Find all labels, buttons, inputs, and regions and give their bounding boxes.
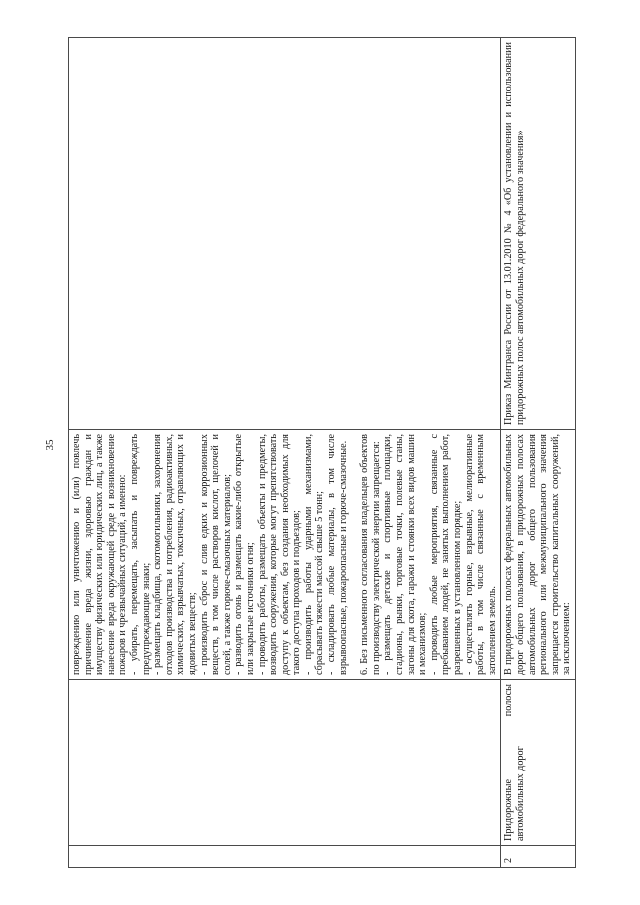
restrictions-table — [68, 37, 576, 868]
restriction-paragraph: 6. Без письменного согласования владельцев объектов по производству электрической энергии запрещается: — [359, 434, 382, 675]
page-number: 35 — [44, 439, 56, 451]
restrictions-cell — [501, 430, 576, 680]
rotated-table-wrapper — [68, 38, 573, 868]
table-row — [501, 38, 576, 868]
restriction-paragraph: повреждению или уничтожению и (или) повлечь причинение вреда жизни, здоровью граждан и имуществу физических или юридических лиц, а также нанесение вреда окружающей среде и возникновение пожаров и чрезвычайных ситуаций, а именно: — [71, 434, 129, 675]
restriction-paragraph: - проводить работы, размещать объекты и предметы, возводить сооружения, которые могут препятствовать доступу к объектам, без создания необходимых для такого доступа проходов и подъездов; — [256, 434, 303, 675]
table-row — [69, 38, 501, 868]
restrictions-cell — [69, 430, 501, 680]
restriction-paragraph: - размещать детские и спортивные площадки, стадионы, рынки, торговые точки, полевые станы, загоны для скота, гаражи и стоянки всех видов машин и механизмов; — [382, 434, 429, 675]
zone-name-cell: Придорожные полосы автомобильных дорог — [501, 680, 576, 846]
row-number-cell — [69, 846, 501, 868]
basis-cell: Приказ Минтранса России от 13.01.2010 № 4 «Об установлении и использовании придорожных полос автомобильных дорог федерального значения» — [501, 38, 576, 430]
restriction-paragraph: - производить сброс и слив едких и коррозионных веществ, в том числе растворов кислот, щелочей и солей, а также горюче-смазочных материалов; — [198, 434, 233, 675]
row-number-cell: 2 — [501, 846, 576, 868]
restriction-paragraph: - осуществлять горные, взрывные, мелиоративные работы, в том числе связанные с временным затоплением земель. — [463, 434, 498, 675]
restriction-paragraph: - производить работы ударными механизмами, сбрасывать тяжести массой свыше 5 тонн; — [302, 434, 326, 675]
restriction-paragraph: - убирать, перемещать, засыпать и повреждать предупреждающие знаки; — [128, 434, 152, 675]
restriction-paragraph: - складировать любые материалы, в том числе взрывоопасные, пожароопасные и горюче-смазочные. — [326, 434, 349, 675]
basis-cell — [69, 38, 501, 430]
paragraph-gap — [349, 434, 359, 675]
restriction-paragraph: - размещать кладбища, скотомогильники, захоронения отходов производства и потребления, радиоактивных, химических, взрывчатых, токсичных, отравляющих и ядовитых веществ; — [152, 434, 198, 675]
restriction-paragraph: - разводить огонь и размещать какие-либо открытые или закрытые источники огня; — [233, 434, 256, 675]
restriction-paragraph: - проводить любые мероприятия, связанные с пребыванием людей, не занятых выполнением работ, разрешенных в установленном порядке; — [428, 434, 463, 675]
restriction-paragraph: В придорожных полосах федеральных автомобильных дорог общего пользования, в придорожных полосах автомобильных дорог общего пользования регионального или межмуниципального значения запрещается строительство капитальных сооружений, за исключением: — [503, 434, 573, 675]
zone-name-cell — [69, 680, 501, 846]
